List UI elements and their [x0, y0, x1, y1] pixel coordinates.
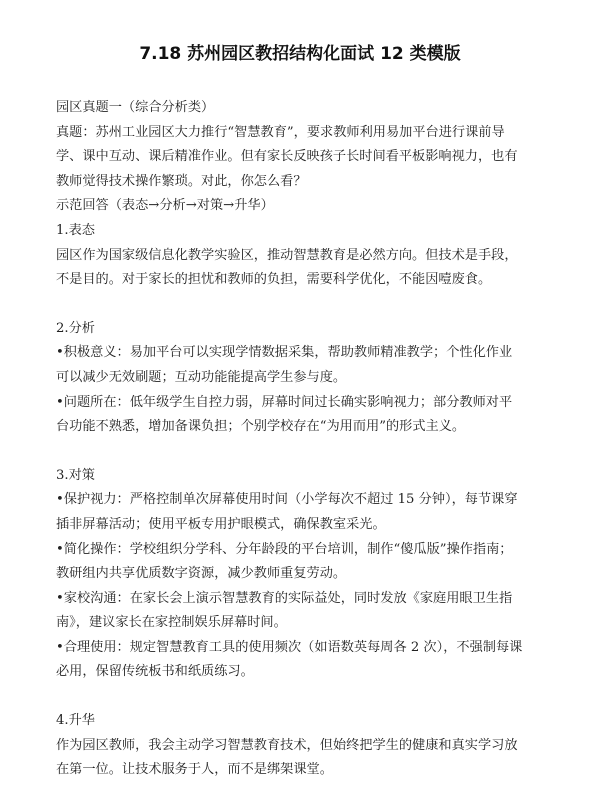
bullet-continuation-line: 台功能不熟悉，增加备课负担；个别学校存在“为用而用”的形式主义。 [56, 419, 466, 435]
paragraph-gap [56, 685, 544, 709]
question-category-heading: 园区真题一（综合分析类） [56, 100, 215, 115]
bullet-line: •积极意义：易加平台可以实现学情数据采集，帮助教师精准教学；个性化作业 [56, 345, 513, 361]
countermeasures-section [56, 464, 544, 685]
paragraph-line: 在第一位。让技术服务于人，而不是绑架课堂。 [56, 762, 333, 778]
question-text-line: 真题：苏州工业园区大力推行“智慧教育”，要求教师利用易加平台进行课前导 [56, 124, 505, 140]
bullet-line: •保护视力：严格控制单次屏幕使用时间（小学每次不超过 15 分钟），每节课穿 [56, 492, 518, 508]
bullet-continuation-line: 可以减少无效刷题；互动功能能提高学生参与度。 [56, 369, 347, 385]
bullet-line: •家校沟通：在家长会上演示智慧教育的实际益处，同时发放《家庭用眼卫生指 [56, 590, 513, 606]
bullet-line: •简化操作：学校组织分学科、分年龄段的平台培训，制作“傻瓜版”操作指南； [56, 541, 513, 557]
paragraph-gap [56, 293, 544, 317]
analysis-section [56, 317, 544, 440]
question-text-line: 教师觉得技术操作繁琐。对此，你怎么看？ [56, 173, 307, 189]
paragraph-line: 园区作为国家级信息化教学实验区，推动智慧教育是必然方向。但技术是手段， [56, 247, 518, 263]
section-heading-analysis: 2.分析 [56, 320, 95, 336]
bullet-line: •合理使用：规定智慧教育工具的使用频次（如语数英每周各 2 次），不强制每课 [56, 639, 523, 655]
bullet-continuation-line: 南》，建议家长在家控制娱乐屏幕时间。 [56, 615, 287, 631]
answer-structure-line: 示范回答（表态→分析→对策→升华） [56, 198, 274, 214]
question-section [56, 96, 544, 293]
section-heading-countermeasures: 3.对策 [56, 467, 95, 483]
document-title: 7.18 苏州园区教招结构化面试 12 类模版 [139, 44, 461, 64]
bullet-continuation-line: 必用，保留传统板书和纸质练习。 [56, 664, 254, 680]
bullet-line: •问题所在：低年级学生自控力弱，屏幕时间过长确实影响视力；部分教师对平 [56, 394, 513, 410]
question-text-line: 学、课中互动、课后精准作业。但有家长反映孩子长时间看平板影响视力，也有 [56, 149, 518, 165]
sublimation-section [56, 709, 544, 783]
bullet-continuation-line: 插非屏幕活动；使用平板专用护眼模式，确保教室采光。 [56, 516, 386, 532]
bullet-continuation-line: 教研组内共享优质数字资源，减少教师重复劳动。 [56, 566, 347, 582]
paragraph-gap [56, 440, 544, 464]
section-heading-sublimation: 4.升华 [56, 713, 95, 729]
section-heading-stance: 1.表态 [56, 222, 95, 238]
paragraph-line: 作为园区教师，我会主动学习智慧教育技术，但始终把学生的健康和真实学习放 [56, 737, 518, 753]
paragraph-line: 不是目的。对于家长的担忧和教师的负担，需要科学优化，不能因噎废食。 [56, 272, 492, 288]
